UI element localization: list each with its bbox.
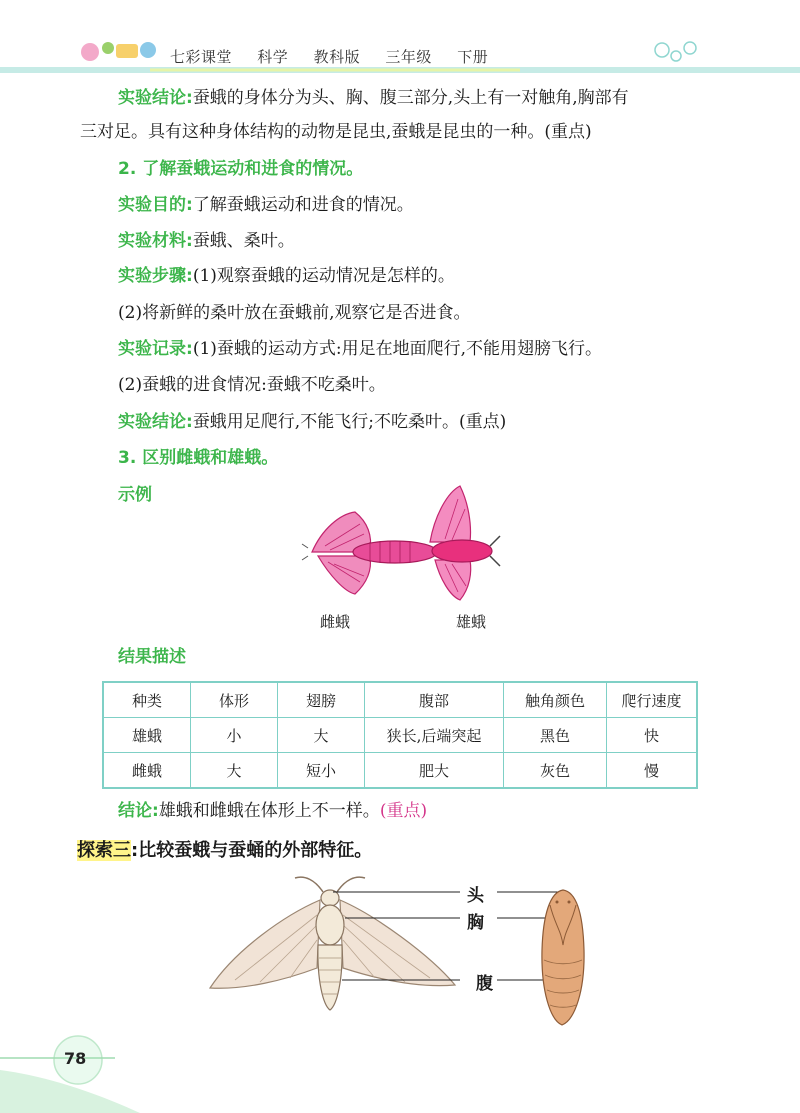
s2-materials-key: 实验材料: xyxy=(118,231,193,251)
s2-record-line2: (2)蚕蛾的进食情况:蚕蛾不吃桑叶。 xyxy=(118,375,386,395)
header-decoration xyxy=(0,0,800,80)
s2-record-text1: (1)蚕蛾的运动方式:用足在地面爬行,不能用翅膀飞行。 xyxy=(192,339,603,359)
table-cell: 短小 xyxy=(278,753,365,789)
s2-purpose-text: 了解蚕蛾运动和进食的情况。 xyxy=(192,195,414,215)
table-cell: 雌蛾 xyxy=(103,753,191,789)
moth-pupa-illustration xyxy=(205,870,605,1035)
footer-decoration xyxy=(0,1030,200,1113)
s2-steps xyxy=(118,264,455,288)
volume: 下册 xyxy=(457,48,489,66)
table-cell: 肥大 xyxy=(365,753,504,789)
s3-conclusion-text: 雄蛾和雌蛾在体形上不一样。 xyxy=(158,801,380,821)
s2-heading: 2. 了解蚕蛾运动和进食的情况。 xyxy=(118,159,364,179)
s1-conclusion-line1 xyxy=(118,86,629,110)
table-header-cell: 触角颜色 xyxy=(504,682,607,718)
explore-banner xyxy=(77,836,372,862)
table-row xyxy=(103,718,697,753)
s1-conclusion-key: 实验结论: xyxy=(118,88,193,108)
s3-example-label: 示例 xyxy=(118,485,152,505)
table-cell: 雄蛾 xyxy=(103,718,191,753)
table-header-cell: 爬行速度 xyxy=(607,682,698,718)
table-cell: 小 xyxy=(191,718,278,753)
table-cell: 大 xyxy=(278,718,365,753)
grade: 三年级 xyxy=(385,48,432,66)
s2-record xyxy=(118,337,602,361)
book-title: 七彩课堂 xyxy=(170,48,233,66)
page-number: 78 xyxy=(64,1049,87,1068)
caption-male-moth: 雄蛾 xyxy=(456,613,487,631)
subject: 科学 xyxy=(257,48,289,66)
s2-materials-text: 蚕蛾、桑叶。 xyxy=(192,231,295,251)
s2-purpose xyxy=(118,193,414,217)
s2-steps-line2: (2)将新鲜的桑叶放在蚕蛾前,观察它是否进食。 xyxy=(118,303,471,323)
table-cell: 灰色 xyxy=(504,753,607,789)
s2-steps-text1: (1)观察蚕蛾的运动情况是怎样的。 xyxy=(192,266,455,286)
label-head: 头 xyxy=(467,886,484,906)
header-text xyxy=(170,46,508,67)
s3-result-label: 结果描述 xyxy=(118,647,186,667)
table-cell: 大 xyxy=(191,753,278,789)
s3-conclusion-note: (重点) xyxy=(379,801,428,821)
s2-materials xyxy=(118,229,295,253)
s3-conclusion xyxy=(118,799,427,823)
caption-female-moth: 雌蛾 xyxy=(320,613,351,631)
table-header-cell: 体形 xyxy=(191,682,278,718)
s3-conclusion-key: 结论: xyxy=(118,801,159,821)
table-cell: 狭长,后端突起 xyxy=(365,718,504,753)
s2-conclusion xyxy=(118,410,506,434)
result-table xyxy=(102,681,698,789)
table-header-cell: 翅膀 xyxy=(278,682,365,718)
label-chest: 胸 xyxy=(467,913,484,933)
table-cell: 黑色 xyxy=(504,718,607,753)
label-abdomen: 腹 xyxy=(476,974,493,994)
explore-banner-text: :比较蚕蛾与蚕蛹的外部特征。 xyxy=(131,840,373,861)
s2-conclusion-text: 蚕蛾用足爬行,不能飞行;不吃桑叶。(重点) xyxy=(192,412,507,432)
table-header-cell: 腹部 xyxy=(365,682,504,718)
s1-conclusion-text1: 蚕蛾的身体分为头、胸、腹三部分,头上有一对触角,胸部有 xyxy=(192,88,629,108)
s2-conclusion-key: 实验结论: xyxy=(118,412,193,432)
explore-banner-key: 探索三 xyxy=(77,840,131,861)
table-cell: 慢 xyxy=(607,753,698,789)
s2-record-key: 实验记录: xyxy=(118,339,193,359)
table-row xyxy=(103,753,697,789)
s1-conclusion-line2: 三对足。具有这种身体结构的动物是昆虫,蚕蛾是昆虫的一种。(重点) xyxy=(80,122,592,142)
table-cell: 快 xyxy=(607,718,698,753)
mating-moths-illustration xyxy=(300,484,505,604)
s2-steps-key: 实验步骤: xyxy=(118,266,193,286)
edition: 教科版 xyxy=(313,48,361,66)
s2-purpose-key: 实验目的: xyxy=(118,195,193,215)
table-header-cell: 种类 xyxy=(103,682,191,718)
table-header-row xyxy=(103,682,697,718)
s3-heading: 3. 区别雌蛾和雄蛾。 xyxy=(118,448,279,468)
page-header xyxy=(0,0,800,80)
